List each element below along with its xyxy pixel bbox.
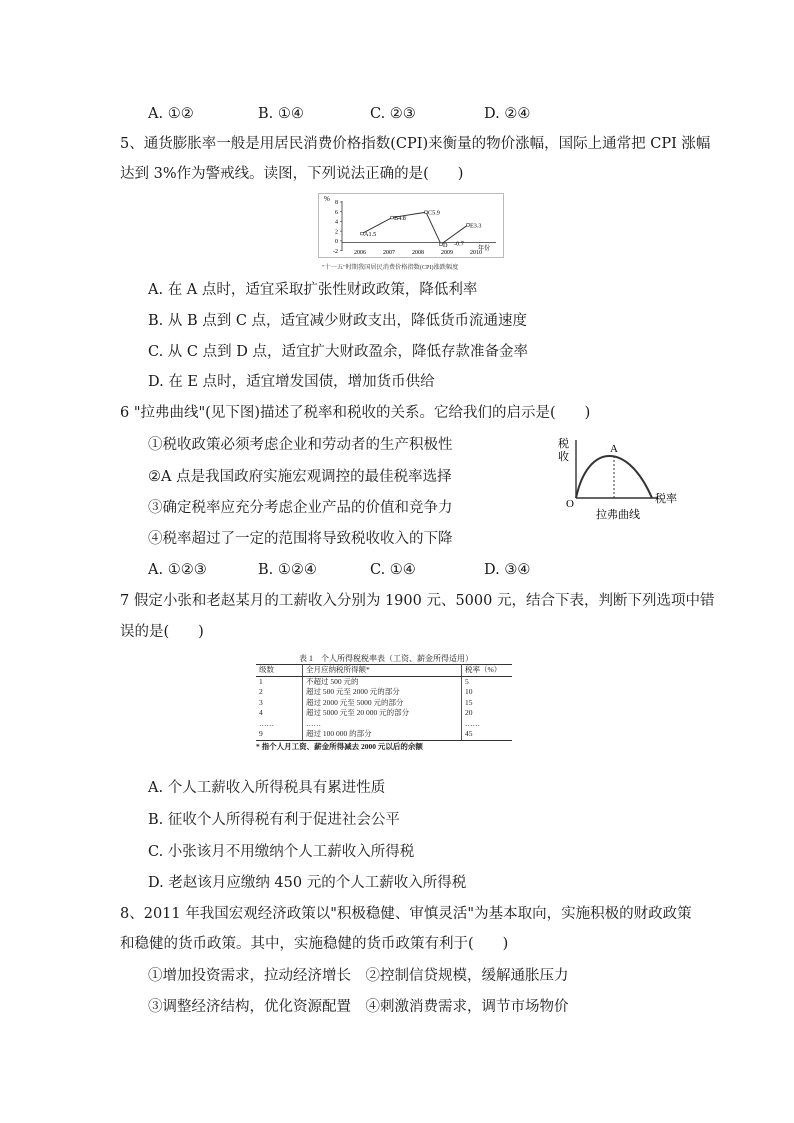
table-cell: 2: [259, 687, 263, 696]
cpi-y-tick-label: 8: [335, 200, 338, 207]
table-cell: 4: [259, 708, 263, 717]
cpi-point-label: A1.5: [364, 231, 377, 239]
laffer-origin: O: [566, 498, 574, 510]
table-cell: 超过 500 元至 2000 元的部分: [303, 687, 462, 698]
table-row: [256, 676, 512, 687]
table-cell: 15: [465, 697, 473, 707]
cpi-data-point: [440, 243, 443, 246]
laffer-y-label-2: 收: [558, 451, 569, 463]
cpi-point-label: C5.9: [428, 209, 440, 217]
cpi-series-line: [362, 209, 468, 244]
q5-option-a: A. 在 A 点时，适宜采取扩张性财政政策，降低利率: [148, 282, 478, 298]
cpi-data-point: [361, 232, 364, 235]
tax-table-title: 表 1 个人所得税税率表（工资、薪金所得适用）: [299, 654, 473, 663]
q7-stem-line1: 7 假定小张和老赵某月的工薪收入分别为 1900 元、5000 元，结合下表，判断下列选项中错: [120, 593, 715, 609]
cpi-y-tick-label: 2: [335, 229, 338, 236]
q6-stem: 6 "拉弗曲线"(见下图)描述了税率和税收的关系。它给我们的启示是( ): [120, 405, 591, 421]
cpi-x-unit: 年份: [478, 246, 491, 252]
table-cell: 不超过 500 元的: [303, 676, 462, 687]
q5-option-c: C. 从 C 点到 D 点，适宜扩大财政盈余，降低存款准备金率: [148, 344, 528, 360]
table-cell: 1: [259, 676, 263, 686]
cpi-x-tick-label: 2009: [441, 250, 453, 256]
cpi-y-unit: %: [324, 195, 330, 203]
table-row: [256, 719, 512, 730]
cpi-point-label: D: [443, 241, 448, 249]
tax-table-header-level: 级数: [256, 665, 303, 677]
table-row: [256, 729, 512, 740]
cpi-y-tick-label: 0: [335, 239, 338, 246]
cpi-y-tick-label: 6: [335, 209, 338, 216]
tax-table-header-income: 全月应纳税所得额*: [303, 665, 462, 677]
cpi-data-point: [425, 211, 428, 214]
q8-stem-line2: 和稳健的货币政策。其中，实施稳健的货币政策有利于( ): [120, 936, 509, 952]
q6-option-c: C. ①④: [370, 562, 416, 578]
q7-stem-line2: 误的是( ): [120, 624, 204, 640]
table-cell: 9: [256, 729, 303, 740]
laffer-x-label: 税率: [655, 493, 677, 505]
q8-statements-line1: ①增加投资需求，拉动经济增长 ②控制信贷规模，缓解通胀压力: [148, 968, 569, 984]
table-cell: 10: [465, 687, 473, 696]
q6-option-a: A. ①②③: [148, 562, 207, 578]
table-cell: 20: [465, 708, 473, 717]
cpi-x-tick-label: 2007: [383, 250, 395, 256]
laffer-caption: 拉弗曲线: [596, 509, 640, 521]
cpi-y-tick-label: -2: [333, 248, 338, 255]
q6-option-d: D. ③④: [484, 562, 531, 578]
q4-option-d: D. ②④: [484, 106, 531, 122]
q6-statement-4: ④税率超过了一定的范围将导致税收收入的下降: [148, 531, 453, 547]
cpi-point-label: B4.8: [394, 215, 406, 223]
q7-option-d: D. 老赵该月应缴纳 450 元的个人工薪收入所得税: [148, 875, 467, 891]
q7-option-a: A. 个人工薪收入所得税具有累进性质: [148, 780, 386, 796]
cpi-point-label: -0.7: [454, 240, 464, 248]
tax-table-figure: [256, 653, 516, 752]
q6-option-b: B. ①②④: [258, 562, 317, 578]
table-cell: 45: [462, 729, 513, 740]
table-cell: 超过 100 000 的部分: [303, 729, 462, 740]
table-cell: ……: [303, 719, 462, 730]
q5-option-b: B. 从 B 点到 C 点，适宜减少财政支出，降低货币流通速度: [148, 313, 528, 329]
laffer-point-a: A: [610, 443, 618, 455]
table-cell: ……: [259, 718, 274, 728]
table-cell: 3: [259, 697, 263, 707]
q4-option-b: B. ①④: [258, 106, 304, 122]
q5-option-d: D. 在 E 点时，适宜增发国债，增加货币供给: [148, 374, 435, 390]
cpi-caption: "十一五"时期我国居民消费价格指数(CPI)涨跌幅度: [322, 264, 459, 271]
q5-stem-line1: 5、通货膨胀率一般是用居民消费价格指数(CPI)来衡量的物价涨幅，国际上通常把 CPI 涨幅: [120, 136, 711, 152]
q4-option-c: C. ②③: [370, 106, 416, 122]
q5-stem-line2: 达到 3%作为警戒线。读图，下列说法正确的是( ): [120, 166, 464, 182]
cpi-x-tick-label: 2010: [470, 250, 482, 256]
table-row: [256, 687, 512, 698]
laffer-curve-figure: [556, 432, 684, 524]
cpi-x-tick-label: 2006: [354, 250, 366, 256]
tax-table-footnote: * 指个人月工资、薪金所得减去 2000 元以后的余额: [256, 741, 423, 751]
table-cell: ……: [465, 718, 480, 728]
cpi-point-label: E3.3: [470, 222, 482, 230]
q6-statement-2: ②A 点是我国政府实施宏观调控的最佳税率选择: [148, 469, 452, 485]
q6-statement-1: ①税收政策必须考虑企业和劳动者的生产积极性: [148, 437, 453, 453]
table-cell: 超过 5000 元至 20 000 元的部分: [303, 708, 462, 719]
tax-table-header-row: [256, 665, 512, 677]
q8-stem-line1: 8、2011 年我国宏观经济政策以"积极稳健、审慎灵活"为基本取向，实施积极的财政政策: [120, 906, 692, 922]
cpi-chart: [318, 193, 504, 273]
tax-table: [256, 664, 512, 741]
q6-statement-3: ③确定税率应充分考虑企业产品的价值和竞争力: [148, 500, 453, 516]
table-row: [256, 698, 512, 709]
table-cell: 5: [465, 676, 469, 686]
laffer-y-label-1: 税: [558, 438, 569, 450]
q8-statements-line2: ③调整经济结构，优化资源配置 ④刺激消费需求，调节市场物价: [148, 999, 569, 1015]
tax-table-header-rate: 税率（%）: [462, 665, 513, 677]
table-cell: 超过 2000 元至 5000 元的部分: [303, 698, 462, 709]
cpi-x-tick-label: 2008: [412, 250, 424, 256]
table-row: [256, 708, 512, 719]
cpi-y-tick-label: 4: [335, 219, 338, 226]
q4-option-a: A. ①②: [148, 106, 194, 122]
cpi-data-point: [391, 216, 394, 219]
q7-option-b: B. 征收个人所得税有利于促进社会公平: [148, 812, 400, 828]
cpi-data-point: [467, 224, 470, 227]
q7-option-c: C. 小张该月不用缴纳个人工薪收入所得税: [148, 844, 415, 860]
